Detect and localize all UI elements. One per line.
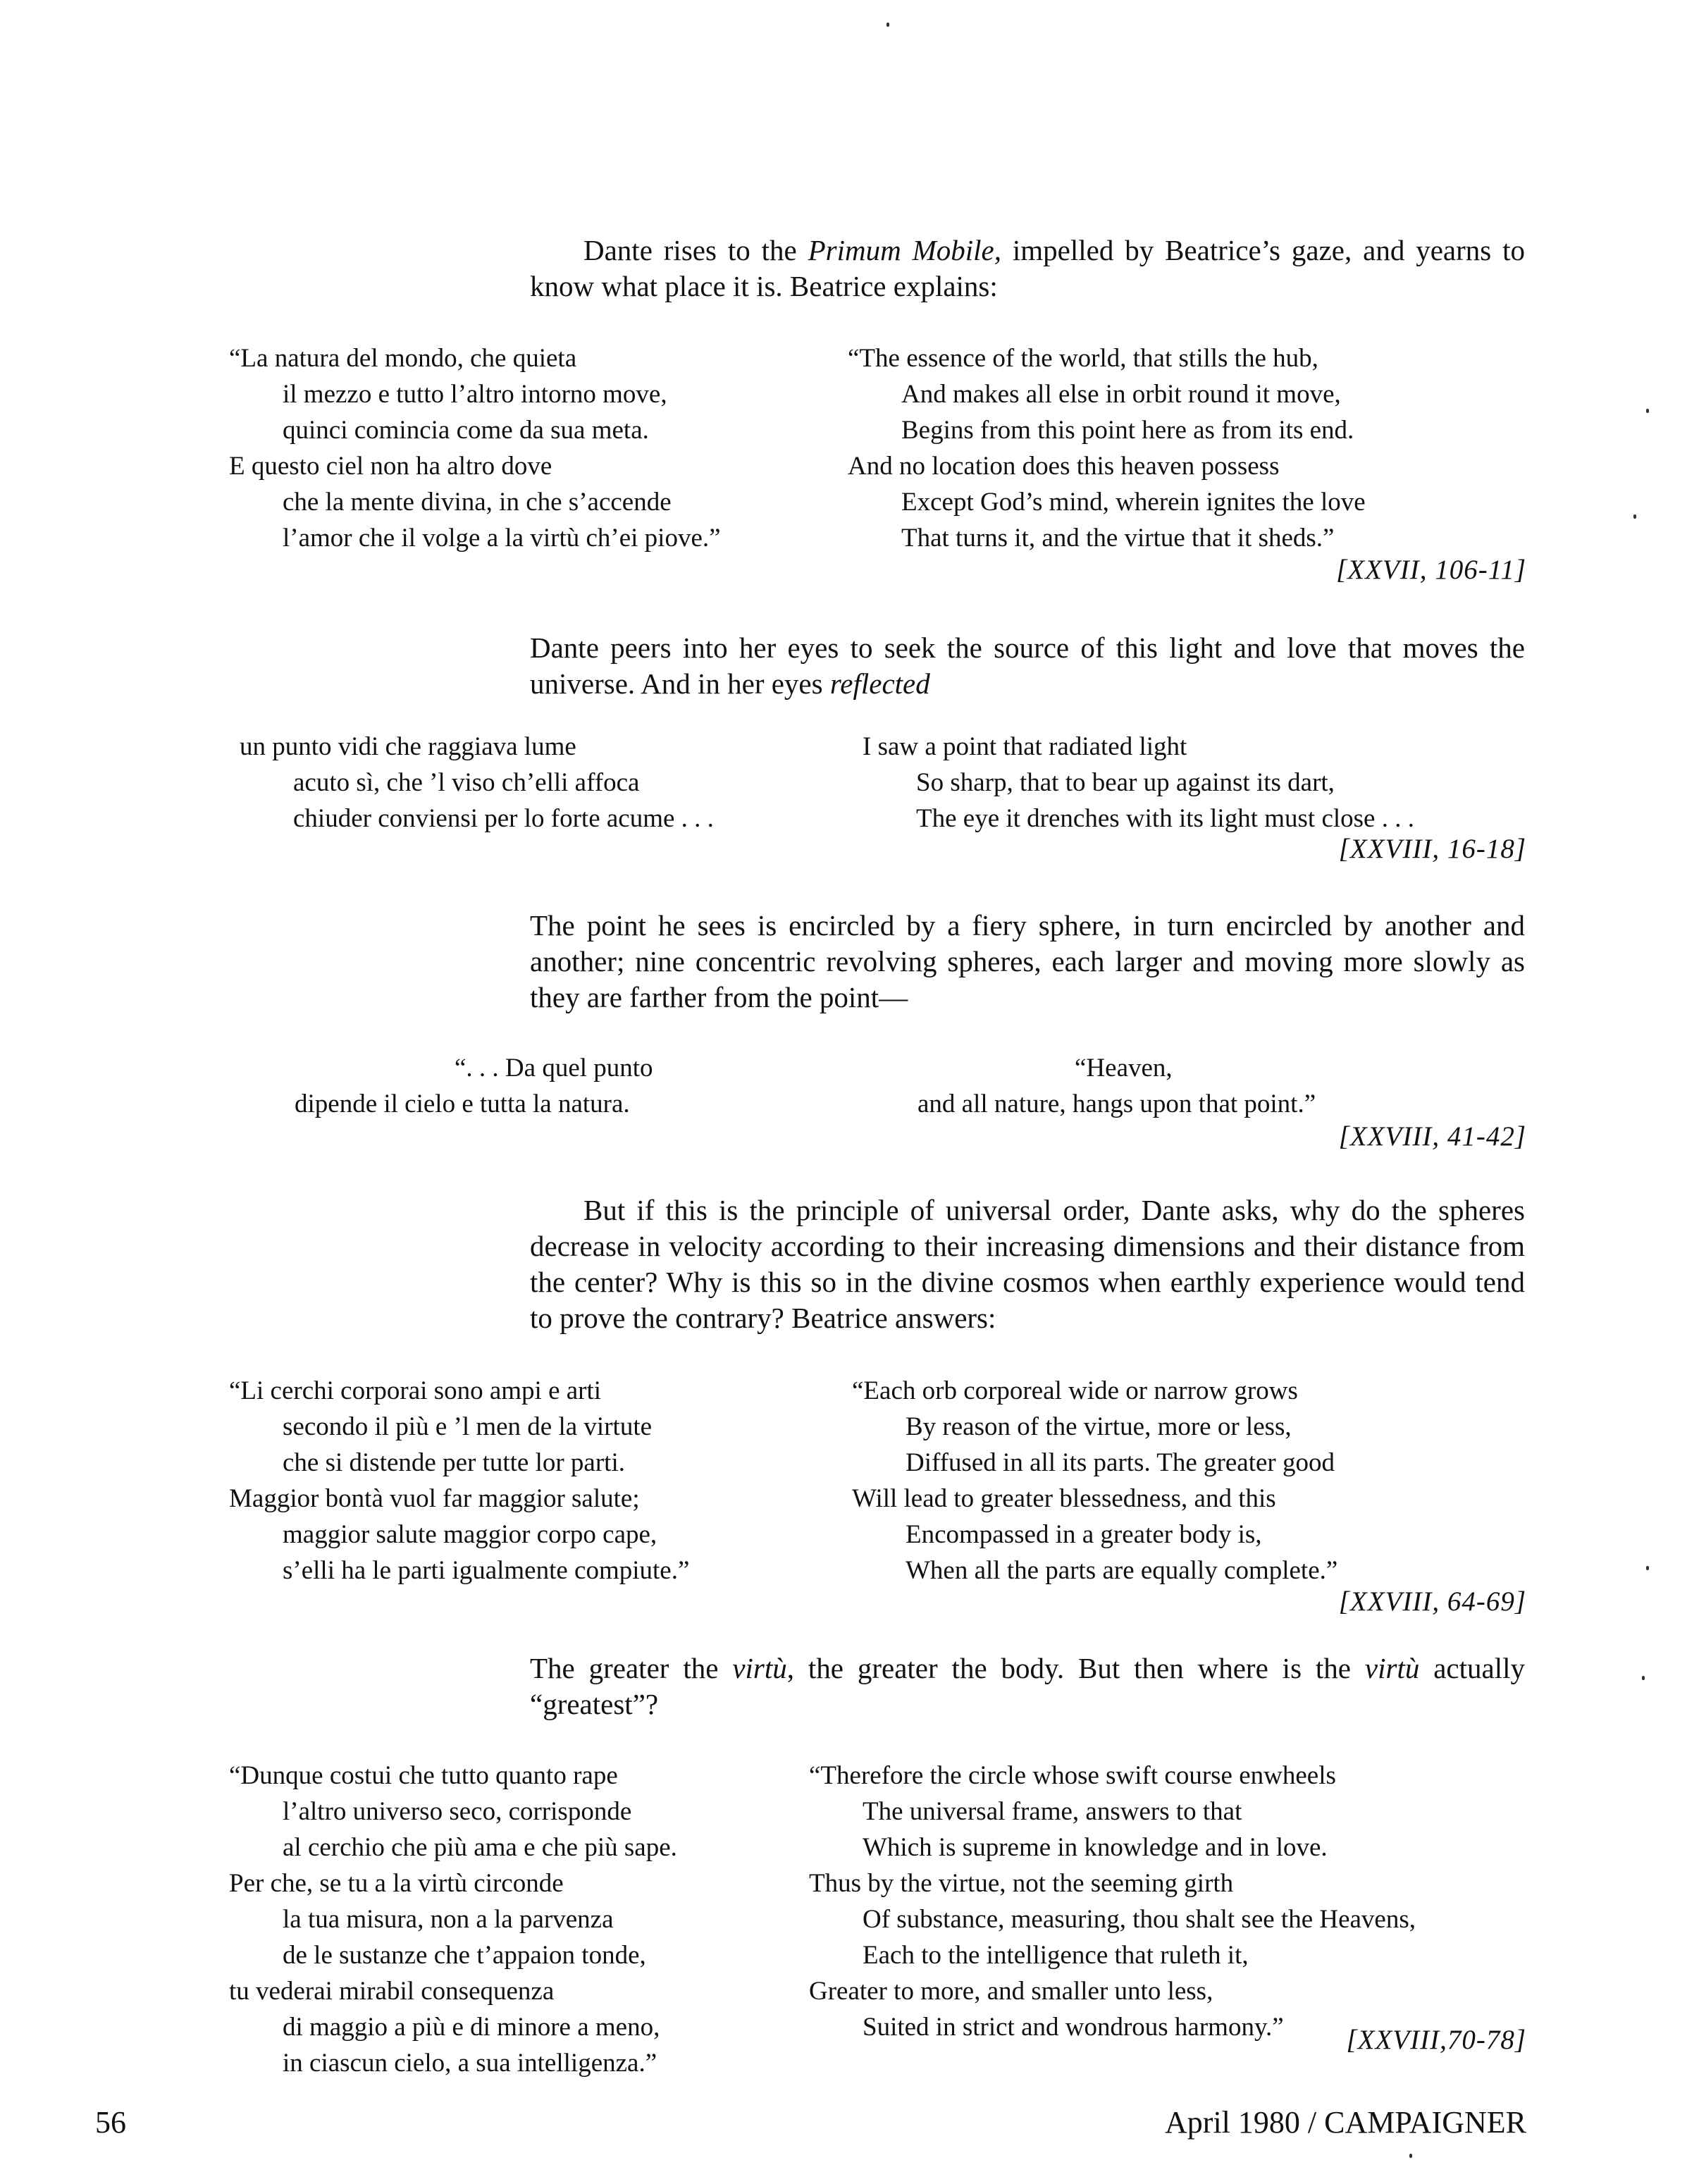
intro-paragraph-2 (530, 630, 1525, 702)
stanza-4-italian (229, 1373, 689, 1588)
verse-line: Of substance, measuring, thou shalt see the Heavens, (863, 1905, 1416, 1934)
verse-line: acuto sì, che ’l viso ch’elli affoca (293, 768, 640, 797)
verse-line: al cerchio che più ama e che più sape. (283, 1833, 677, 1862)
verse-line: un punto vidi che raggiava lume (240, 732, 576, 761)
verse-line: de le sustanze che t’appaion tonde, (283, 1941, 646, 1970)
verse-line: Per che, se tu a la virtù circonde (229, 1869, 564, 1898)
verse-line: “Therefore the circle whose swift course enwheels (809, 1761, 1336, 1790)
verse-line: Will lead to greater blessedness, and this (852, 1484, 1276, 1513)
intro-5-emphasis: virtù (1364, 1652, 1420, 1684)
verse-line: l’amor che il volge a la virtù ch’ei piove.” (283, 524, 721, 553)
verse-line: chiuder conviensi per lo forte acume . . . (293, 804, 714, 833)
verse-line: Each to the intelligence that ruleth it, (863, 1941, 1249, 1970)
verse-line: Suited in strict and wondrous harmony.” (863, 2013, 1284, 2042)
intro-5-emphasis: virtù (732, 1652, 787, 1684)
intro-5-text: The greater the (530, 1652, 733, 1684)
verse-line: s’elli ha le parti igualmente compiute.” (283, 1556, 690, 1585)
citation-1: [XXVII, 106-11] (1336, 555, 1526, 585)
intro-2-text: Dante peers into her eyes to seek the source of this light and love that moves the universe. And in her eyes (530, 631, 1525, 700)
verse-line: Begins from this point here as from its end. (901, 416, 1354, 445)
scan-speck (886, 23, 889, 27)
scan-speck (1646, 1566, 1649, 1570)
intro-paragraph-3: The point he sees is encircled by a fiery sphere, in turn encircled by another and another; nine concentric revolving spheres, each larger and moving more slowly as they are farther from the point— (530, 909, 1525, 1013)
verse-line: in ciascun cielo, a sua intelligenza.” (283, 2049, 657, 2078)
stanza-5-english (809, 1758, 1416, 2045)
verse-line: The universal frame, answers to that (863, 1797, 1242, 1826)
verse-line: “Each orb corporeal wide or narrow grows (852, 1376, 1298, 1405)
scan-speck (1642, 1676, 1645, 1680)
verse-line: secondo il più e ’l men de la virtute (283, 1412, 653, 1441)
verse-line: Encompassed in a greater body is, (906, 1520, 1262, 1549)
verse-line: And no location does this heaven possess (848, 452, 1280, 481)
verse-line: la tua misura, non a la parvenza (283, 1905, 614, 1934)
stanza-5-italian (229, 1758, 677, 2081)
verse-line: che la mente divina, in che s’accende (283, 488, 672, 517)
stanza-4-english (852, 1373, 1337, 1588)
verse-line: I saw a point that radiated light (863, 732, 1187, 761)
citation-2: [XXVIII, 16-18] (1338, 834, 1526, 864)
verse-line: “La natura del mondo, che quieta (229, 344, 577, 373)
verse-line: Thus by the virtue, not the seeming girth (809, 1869, 1234, 1898)
verse-line: tu vederai mirabil consequenza (229, 1977, 555, 2006)
intro-paragraph-5 (530, 1651, 1525, 1722)
verse-line: E questo ciel non ha altro dove (229, 452, 552, 481)
intro-1-emphasis: Primum Mobile, (808, 234, 1001, 266)
page-number: 56 (95, 2105, 126, 2140)
verse-line: di maggio a più e di minore a meno, (283, 2013, 660, 2042)
scan-speck (1633, 514, 1636, 519)
intro-5-text: , the greater the body. But then where is the (786, 1652, 1365, 1684)
intro-2-emphasis: reflected (829, 667, 930, 700)
intro-1-text-end: impelled by Beatrice’s gaze, and yearns to know what place it is. Beatrice explains: (530, 234, 1525, 302)
verse-line: Which is supreme in knowledge and in love. (863, 1833, 1328, 1862)
verse-line: maggior salute maggior corpo cape, (283, 1520, 657, 1549)
verse-line: Diffused in all its parts. The greater good (906, 1448, 1335, 1477)
verse-line: “Li cerchi corporai sono ampi e arti (229, 1376, 602, 1405)
citation-5: [XXVIII,70-78] (1346, 2025, 1526, 2055)
verse-line: che si distende per tutte lor parti. (283, 1448, 625, 1477)
intro-1-text: Dante rises to the (583, 234, 808, 266)
stanza-3-italian-line-1: “. . . Da quel punto (455, 1054, 653, 1082)
verse-line: The eye it drenches with its light must close . . . (916, 804, 1414, 833)
scan-speck (1646, 409, 1649, 413)
stanza-1-italian (229, 340, 721, 556)
intro-paragraph-4 (530, 1192, 1525, 1336)
verse-line: Maggior bontà vuol far maggior salute; (229, 1484, 640, 1513)
stanza-3-english-line-2: and all nature, hangs upon that point.” (917, 1090, 1316, 1118)
verse-line: “Dunque costui che tutto quanto rape (229, 1761, 618, 1790)
stanza-2-english (863, 729, 1414, 837)
verse-line: l’altro universo seco, corrisponde (283, 1797, 632, 1826)
verse-line: Greater to more, and smaller unto less, (809, 1977, 1213, 2006)
verse-line: “The essence of the world, that stills the hub, (848, 344, 1318, 373)
citation-4: [XXVIII, 64-69] (1338, 1586, 1526, 1617)
verse-line: By reason of the virtue, more or less, (906, 1412, 1292, 1441)
verse-line: And makes all else in orbit round it move, (901, 380, 1341, 409)
verse-line: That turns it, and the virtue that it sheds.” (901, 524, 1335, 553)
intro-5-text-end: actually “greatest”? (530, 1652, 1526, 1720)
verse-line: il mezzo e tutto l’altro intorno move, (283, 380, 667, 409)
citation-3: [XXVIII, 41-42] (1338, 1121, 1526, 1152)
publication-footer: April 1980 / CAMPAIGNER (1165, 2105, 1526, 2140)
stanza-1-english (848, 340, 1366, 556)
stanza-2-italian (240, 729, 714, 837)
verse-line: quinci comincia come da sua meta. (283, 416, 649, 445)
intro-4-text: But if this is the principle of universal order, Dante asks, why do the spheres decrease in velocity according to their increasing dimensions and their distance from the center? Why is this so in the divine cosmos when earthly experience would tend to prove the contrary? Beatrice answers: (530, 1194, 1525, 1334)
stanza-3-english-line-1: “Heaven, (1075, 1054, 1173, 1082)
verse-line: So sharp, that to bear up against its dart, (916, 768, 1335, 797)
stanza-3-italian-line-2: dipende il cielo e tutta la natura. (295, 1090, 630, 1118)
intro-paragraph-1 (530, 233, 1525, 304)
verse-line: Except God’s mind, wherein ignites the love (901, 488, 1366, 517)
verse-line: When all the parts are equally complete.” (906, 1556, 1338, 1585)
scan-speck (1409, 2154, 1412, 2158)
